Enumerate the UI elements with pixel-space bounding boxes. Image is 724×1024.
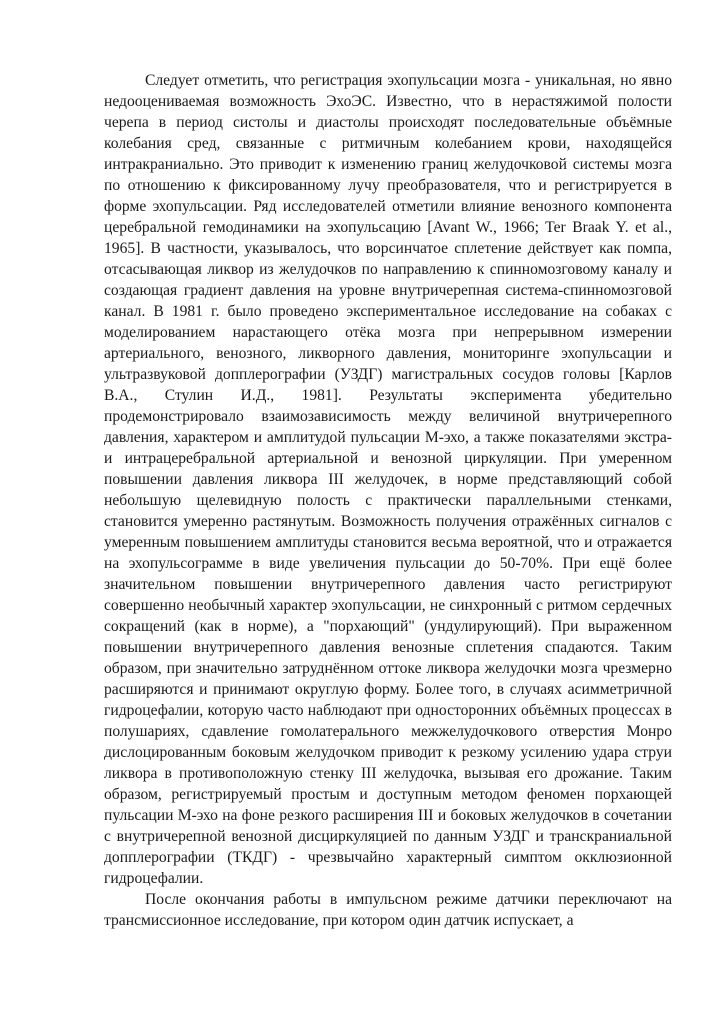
paragraph-echo-pulsation: Следует отметить, что регистрация эхопульсации мозга - уникальная, но явно недооцениваемая возможность ЭхоЭС. Известно, что в нерастяжимой полости черепа в период систолы и диастолы происходят последовательные объёмные колебания сред, связанные с ритмичным колебанием крови, находящейся интракраниально. Это приводит к изменению границ желудочковой системы мозга по отношению к фиксированному лучу преобразователя, что и регистрируется в форме эхопульсации. Ряд исследователей отметили влияние венозного компонента церебральной гемодинамики на эхопульсацию [Avant W., 1966; Ter Braak Y. et al., 1965]. В частности, указывалось, что ворсинчатое сплетение действует как помпа, отсасывающая ликвор из желудочков по направлению к спинномозговому каналу и создающая градиент давления на уровне внутричерепная система-спинномозговой канал. В 1981 г. было проведено экспериментальное исследование на собаках с моделированием нарастающего отёка мозга при непрерывном измерении артериального, венозного, ликворного давления, мониторинге эхопульсации и ультразвуковой допплерографии (УЗДГ) магистральных сосудов головы [Карлов В.А., Стулин И.Д., 1981]. Результаты эксперимента убедительно продемонстрировало взаимозависимость между величиной внутричерепного давления, характером и амплитудой пульсации М-эхо, а также показателями экстра- и интрацеребральной артериальной и венозной циркуляции. При умеренном повышении давления ликвора III желудочек, в норме представляющий собой небольшую щелевидную полость с практически параллельными стенками, становится умеренно растянутым. Возможность получения отражённых сигналов с умеренным повышением амплитуды становится весьма вероятной, что и отражается на эхопульсограмме в виде увеличения пульсации до 50-70%. При ещё более значительном повышении внутричерепного давления часто регистрируют совершенно необычный характер эхопульсации, не синхронный с ритмом сердечных сокращений (как в норме), а "порхающий" (ундулирующий). При выраженном повышении внутричерепного давления венозные сплетения спадаются. Таким образом, при значительно затруднённом оттоке ликвора желудочки мозга чрезмерно расширяются и принимают округлую форму. Более того, в случаях асимметричной гидроцефалии, которую часто наблюдают при односторонних объёмных процессах в полушариях, сдавление гомолатерального межжелудочкового отверстия Монро дислоцированным боковым желудочком приводит к резкому усилению удара струи ликвора в противоположную стенку III желудочка, вызывая его дрожание. Таким образом, регистрируемый простым и доступным методом феномен порхающей пульсации М-эхо на фоне резкого расширения III и боковых желудочков в сочетании с внутричерепной венозной дисциркуляцией по данным УЗДГ и транскраниальной допплерографии (ТКДГ) - чрезвычайно характерный симптом окклюзионной гидроцефалии. <box>104 72 672 887</box>
document-body <box>104 70 672 931</box>
paragraph-transmission-mode: После окончания работы в импульсном режиме датчики переключают на трансмиссионное исследование, при котором один датчик испускает, а <box>104 891 672 929</box>
